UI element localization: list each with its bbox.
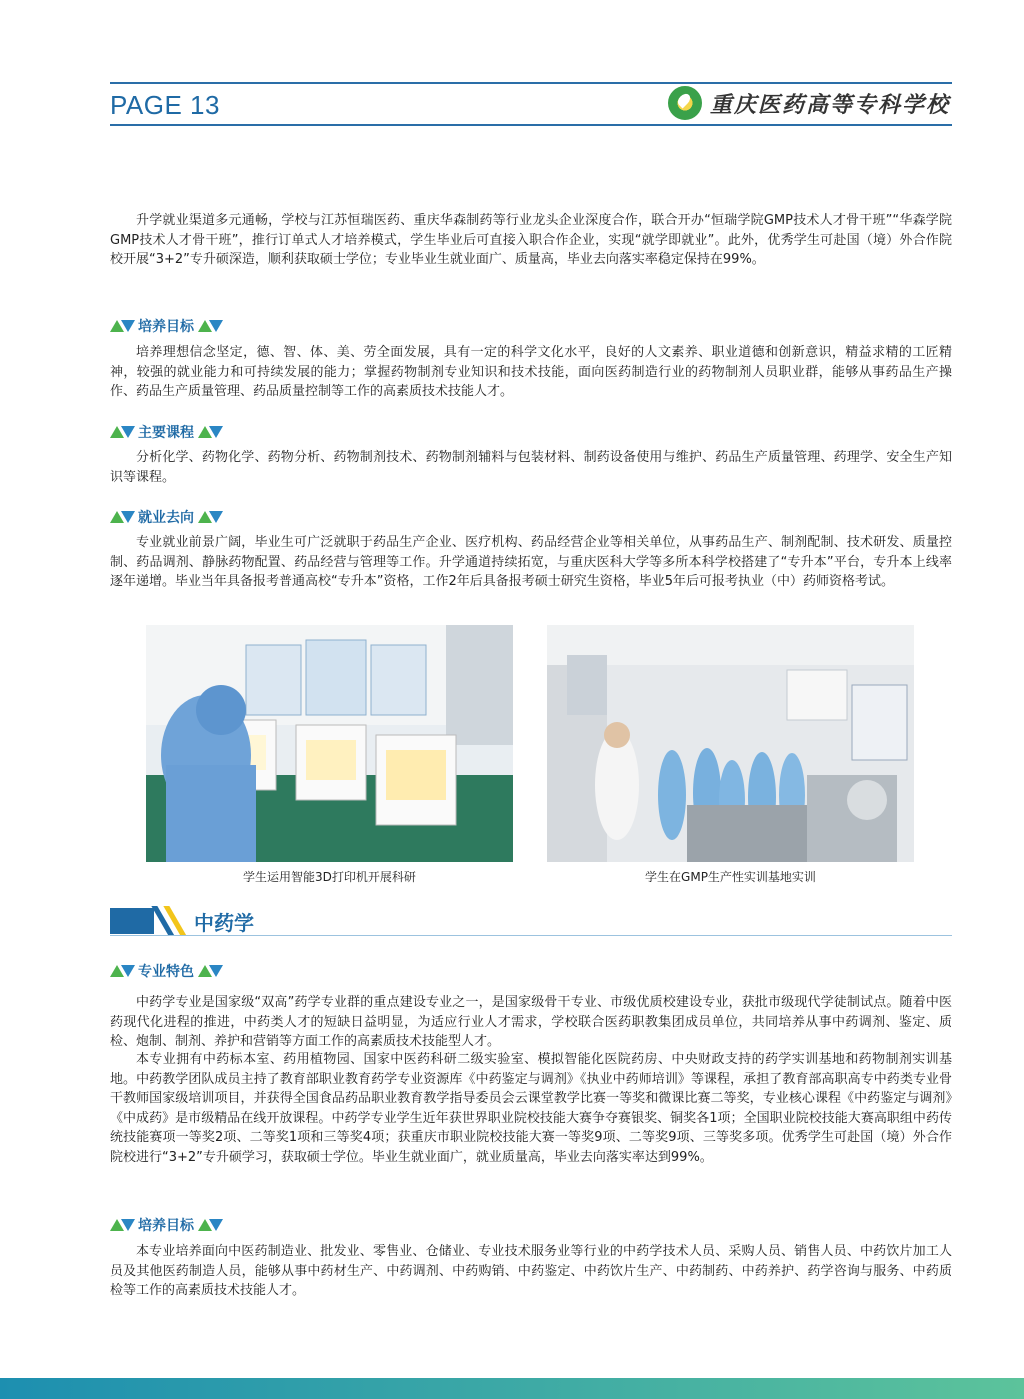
- triangle-icon: [209, 320, 223, 332]
- photo-3d-printer-lab: [146, 625, 513, 862]
- triangle-icon: [121, 1219, 135, 1231]
- triangle-icon: [121, 511, 135, 523]
- page-number: PAGE 13: [110, 90, 220, 120]
- training-goal-text: 培养理想信念坚定，德、智、体、美、劳全面发展，具有一定的科学文化水平，良好的人文素养、职业道德和创新意识，精益求精的工匠精神，较强的就业能力和可持续发展的能力；掌握药物制剂专业知识和技术技能，面向医药制造行业的药物制剂人员职业群，能够从事药品生产操作、药品生产质量管理、药品质量控制等工作的高素质技术技能人才。: [110, 345, 952, 399]
- section-heading-training-goal-tcm: 培养目标: [110, 1215, 220, 1235]
- features-paragraph-2: 本专业拥有中药标本室、药用植物园、国家中医药科研二级实验室、模拟智能化医院药房、中央财政支持的药学实训基地和药物制剂实训基地。中药教学团队成员主持了教育部职业教育药学专业资源库《中药鉴定与调剂》《执业中药师培训》等课程，承担了教育部高职高专中药类专业骨干教师国家级培训项目，并获得全国食品药品职业教育教学指导委员会云课堂教学比赛一等奖和微课比赛二等奖，专业核心课程《中药鉴定与调剂》《中成药》是市级精品在线开放课程。中药学专业学生近年获世界职业院校技能大赛争夺赛银奖、铜奖各1项；全国职业院校技能大赛高职组中药传统技能赛项一等奖2项、二等奖1项和三等奖4项；获重庆市职业院校技能大赛一等奖9项、二等奖9项、三等奖多项。优秀学生可赴国（境）外合作院校进行“3+2”专升硕学习，获取硕士学位。毕业生就业面广，就业质量高，毕业去向落实率达到99%。: [110, 1052, 952, 1165]
- section-heading-employment: 就业去向: [110, 507, 220, 527]
- school-name: 重庆医药高等专科学校: [709, 91, 950, 118]
- photo-caption-left: 学生运用智能3D打印机开展科研: [243, 870, 416, 884]
- header-bottom-rule: [110, 124, 952, 126]
- triangle-icon: [209, 426, 223, 438]
- heading-bar-icon: [110, 908, 154, 934]
- main-courses-text: 分析化学、药物化学、药物分析、药物制剂技术、药物制剂辅料与包装材料、制药设备使用与维护、药品生产质量管理、药理学、安全生产知识等课程。: [110, 450, 952, 485]
- triangle-icon: [121, 965, 135, 977]
- training-goal-tcm-text: 本专业培养面向中医药制造业、批发业、零售业、仓储业、专业技术服务业等行业的中药学技术人员、采购人员、销售人员、中药饮片加工人员及其他医药制造人员，能够从事中药材生产、中药调剂、中药购销、中药鉴定、中药饮片生产、中药制药、中药养护、药学咨询与服务、中药质检等工作的高素质技术技能人才。: [110, 1244, 952, 1298]
- photo-caption-right: 学生在GMP生产性实训基地实训: [645, 870, 816, 884]
- triangle-icon: [209, 511, 223, 523]
- triangle-icon: [121, 320, 135, 332]
- section-heading-training-goal: 培养目标: [110, 316, 220, 336]
- school-logo: [668, 86, 950, 120]
- photo-gmp-training: [547, 625, 914, 862]
- major-heading: 中药学: [110, 908, 254, 934]
- features-paragraph-1: 中药学专业是国家级“双高”药学专业群的重点建设专业之一，是国家级骨干专业、市级优质校建设专业，获批市级现代学徒制试点。随着中医药现代化进程的推进，中药类人才的短缺日益明显，为适应行业人才需求，学校联合医药职教集团成员单位，共同培养从事中药调剂、鉴定、质检、炮制、制剂、养护和营销等方面工作的高素质技术技能型人才。: [110, 995, 952, 1049]
- intro-paragraph: 升学就业渠道多元通畅，学校与江苏恒瑞医药、重庆华森制药等行业龙头企业深度合作，联合开办“恒瑞学院GMP技术人才骨干班”“华森学院GMP技术人才骨干班”，推行订单式人才培养模式，学生毕业后可直接入职合作企业，实现“就学即就业”。此外，优秀学生可赴国（境）外合作院校开展“3+2”专升硕深造，顺利获取硕士学位；专业毕业生就业面广、质量高，毕业去向落实率稳定保持在99%。: [110, 213, 952, 267]
- header-top-rule: [110, 82, 952, 84]
- employment-text: 专业就业前景广阔，毕业生可广泛就职于药品生产企业、医疗机构、药品经营企业等相关单位，从事药品生产、制剂配制、技术研发、质量控制、药品调剂、静脉药物配置、药品经营与管理等工作。升学通道持续拓宽，与重庆医科大学等多所本科学校搭建了“专升本”平台，专升本上线率逐年递增。毕业当年具备报考普通高校“专升本”资格，工作2年后具备报考硕士研究生资格，毕业5年后可报考执业（中）药师资格考试。: [110, 535, 952, 589]
- triangle-icon: [121, 426, 135, 438]
- triangle-icon: [209, 965, 223, 977]
- triangle-icon: [209, 1219, 223, 1231]
- section-heading-features: 专业特色: [110, 961, 220, 981]
- major-heading-rule: [110, 935, 952, 936]
- school-emblem-icon: [668, 86, 702, 120]
- footer-bar: [0, 1378, 1024, 1399]
- section-heading-main-courses: 主要课程: [110, 422, 220, 442]
